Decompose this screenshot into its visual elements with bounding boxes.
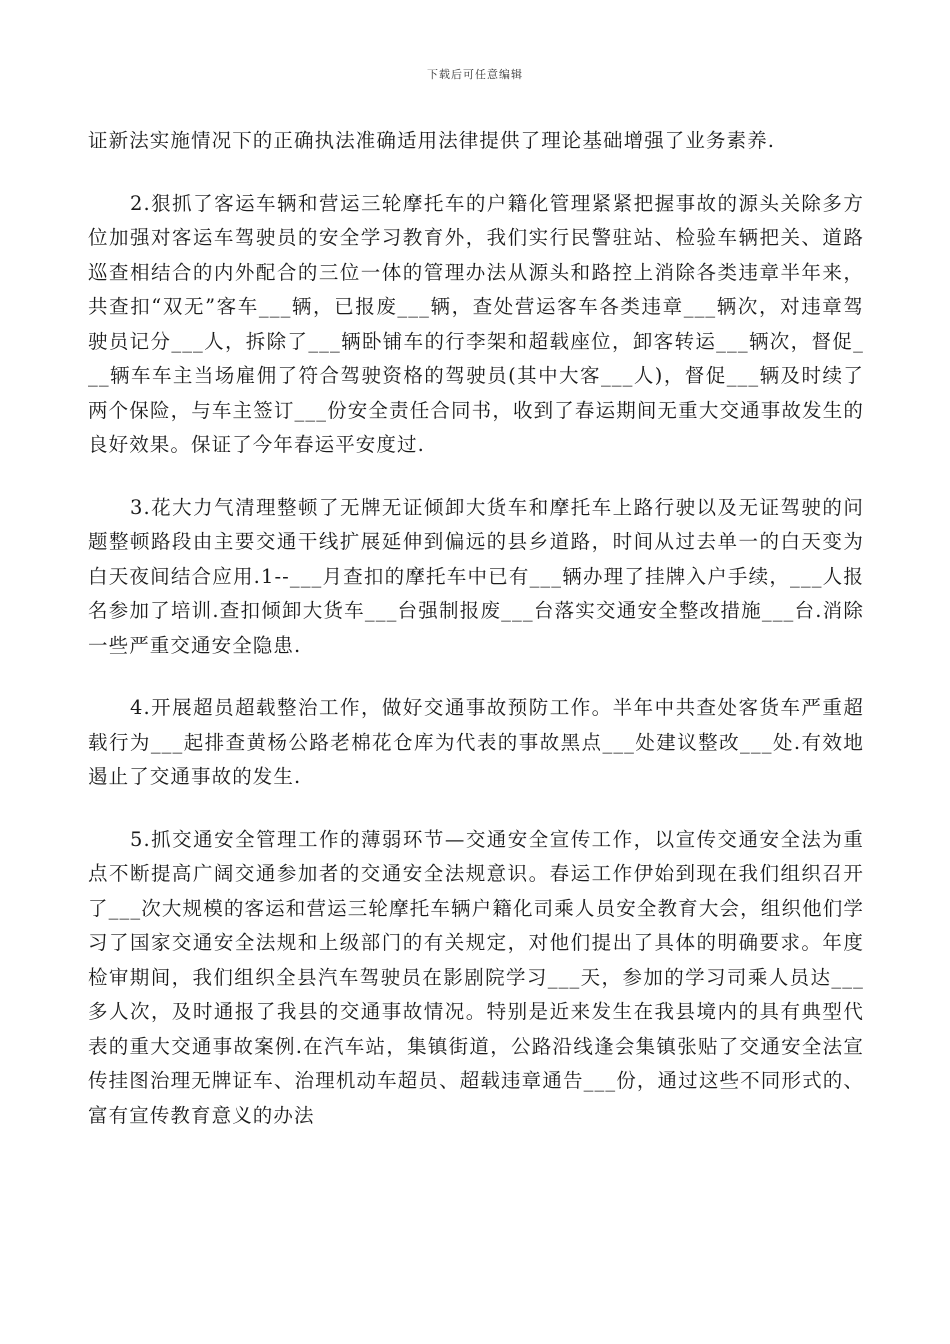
paragraph-1-continuation: 证新法实施情况下的正确执法准确适用法律提供了理论基础增强了业务素养. <box>88 129 776 152</box>
paragraph-3: 3.花大力气清理整顿了无牌无证倾卸大货车和摩托车上路行驶以及无证驾驶的问题整顿路段由主要交通干线扩展延伸到偏远的县乡道路，时间从过去单一的白天变为白天夜间结合应用.1--___月查扣的摩托车中已有___辆办理了挂牌入户手续，___人报名参加了培训.查扣倾卸大货车___台强制报废___台落实交通安全整改措施___台.消除一些严重交通安全隐患. <box>88 495 864 657</box>
paragraph-4: 4.开展超员超载整治工作，做好交通事故预防工作。半年中共查处客货车严重超载行为___起排查黄杨公路老棉花仓库为代表的事故黑点___处建议整改___处.有效地遏止了交通事故的发生. <box>88 696 864 788</box>
paragraph-2: 2.狠抓了客运车辆和营运三轮摩托车的户籍化管理紧紧把握事故的源头关除多方位加强对客运车驾驶员的安全学习教育外，我们实行民警驻站、检验车辆把关、道路巡查相结合的内外配合的三位一体的管理办法从源头和路控上消除各类违章半年来，共查扣“双无”客车___辆，已报废___辆，查处营运客车各类违章___辆次，对违章驾驶员记分___人，拆除了___辆卧铺车的行李架和超载座位，卸客转运___辆次，督促___辆车车主当场雇佣了符合驾驶资格的驾驶员(其中大客___人)，督促___辆及时续了两个保险，与车主签订___份安全责任合同书，收到了春运期间无重大交通事故发生的良好效果。保证了今年春运平安度过. <box>88 191 864 456</box>
document-body <box>88 124 864 1133</box>
page-header: 下载后可任意编辑 <box>427 68 523 81</box>
paragraph-5: 5.抓交通安全管理工作的薄弱环节—交通安全宣传工作，以宣传交通安全法为重点不断提高广阔交通参加者的交通安全法规意识。春运工作伊始到现在我们组织召开了___次大规模的客运和营运三轮摩托车辆户籍化司乘人员安全教育大会，组织他们学习了国家交通安全法规和上级部门的有关规定，对他们提出了具体的明确要求。年度检审期间，我们组织全县汽车驾驶员在影剧院学习___天，参加的学习司乘人员达___多人次，及时通报了我县的交通事故情况。特别是近来发生在我县境内的具有典型代表的重大交通事故案例.在汽车站，集镇街道，公路沿线逢会集镇张贴了交通安全法宣传挂图治理无牌证车、治理机动车超员、超载违章通告___份，通过这些不同形式的、富有宣传教育意义的办法 <box>88 827 864 1127</box>
